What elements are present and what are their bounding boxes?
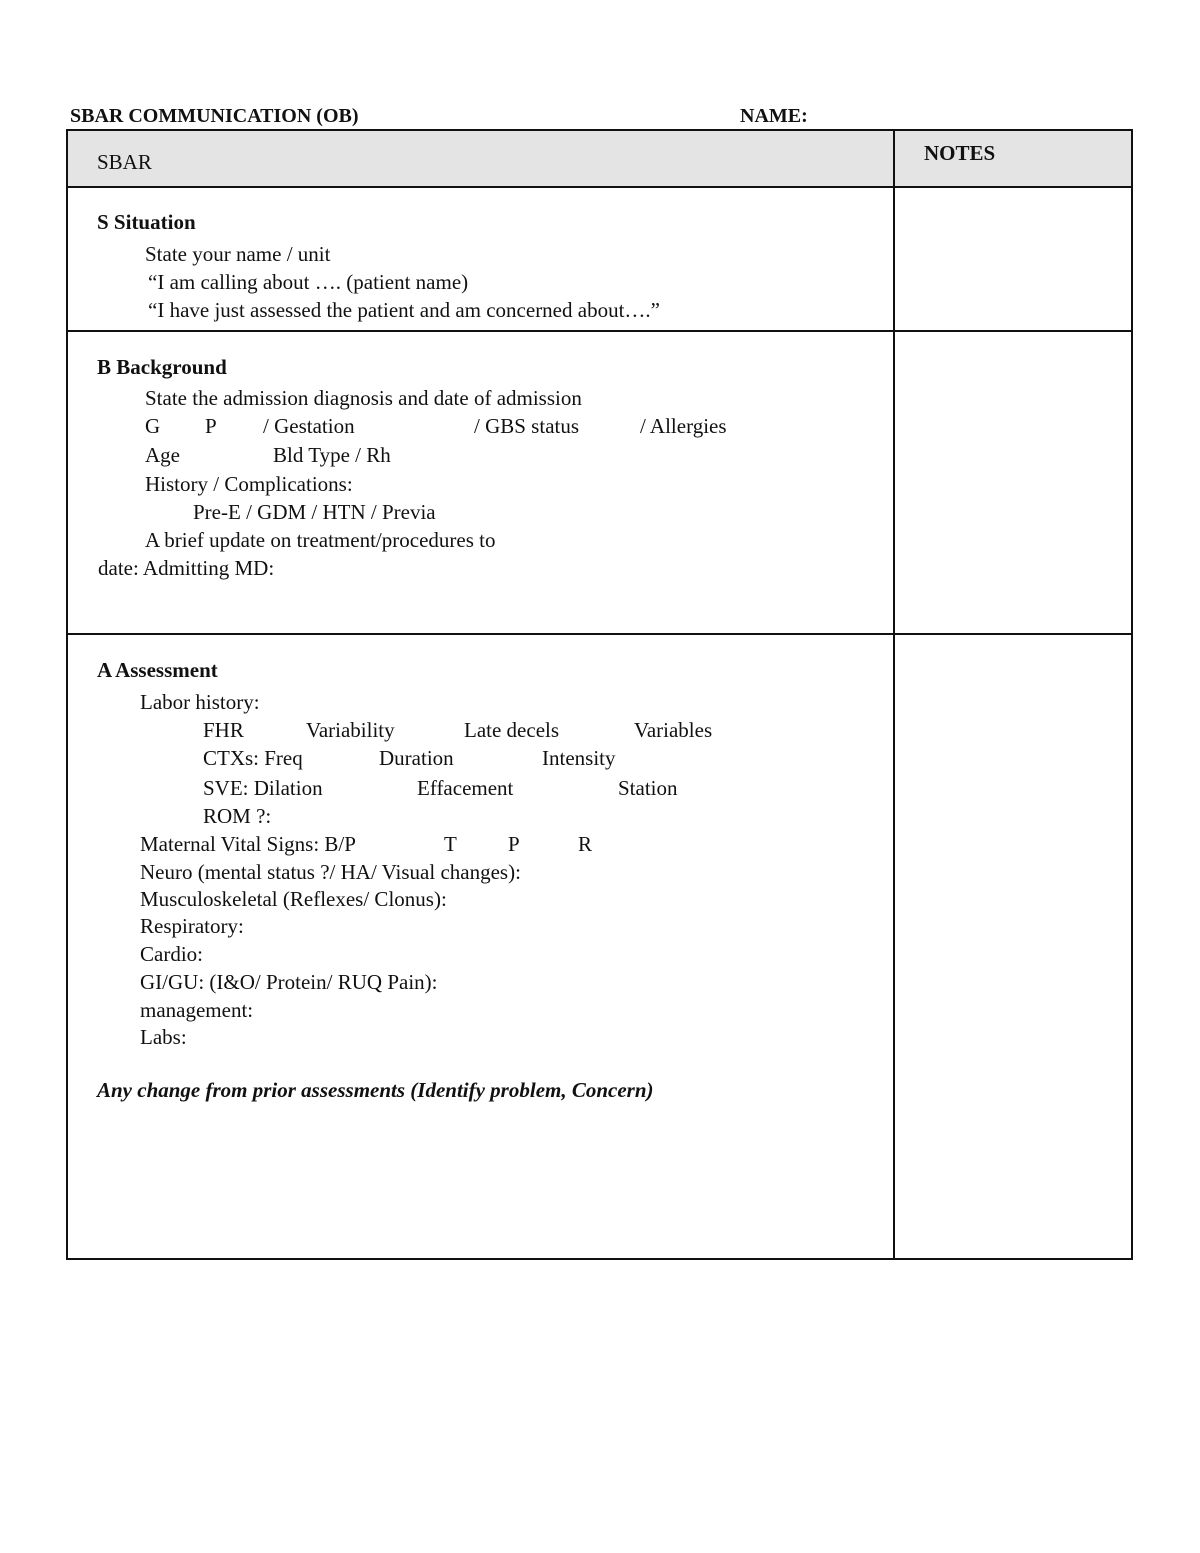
assessment-notes-cell[interactable]: [895, 635, 1131, 1258]
musculoskeletal-label: Musculoskeletal (Reflexes/ Clonus):: [140, 887, 447, 911]
background-heading: B Background: [97, 355, 227, 379]
p-label: P: [205, 414, 217, 438]
variability-label: Variability: [306, 718, 395, 742]
situation-line: “I am calling about …. (patient name): [148, 270, 469, 294]
sve-dilation-label: SVE: Dilation: [203, 776, 323, 800]
background-notes-cell[interactable]: [895, 332, 1131, 633]
duration-label: Duration: [379, 746, 454, 770]
situation-heading: S Situation: [97, 210, 196, 234]
history-label: History / Complications:: [145, 472, 353, 496]
admitting-md-label: date: Admitting MD:: [98, 556, 275, 580]
background-line: State the admission diagnosis and date of admission: [145, 386, 582, 410]
assessment-heading: A Assessment: [97, 658, 218, 682]
resp-rate-label: R: [578, 832, 593, 856]
temp-label: T: [444, 832, 457, 856]
update-label: A brief update on treatment/procedures to: [145, 528, 496, 552]
conditions-label: Pre-E / GDM / HTN / Previa: [193, 500, 436, 524]
labs-label: Labs:: [140, 1025, 187, 1049]
name-label: NAME:: [740, 105, 808, 127]
management-label: management:: [140, 998, 254, 1022]
situation-line: “I have just assessed the patient and am concerned about….”: [148, 298, 660, 322]
age-label: Age: [145, 443, 180, 467]
gbs-label: / GBS status: [474, 414, 580, 438]
labor-history-label: Labor history:: [140, 690, 260, 714]
situation-line: State your name / unit: [145, 242, 331, 266]
cardio-label: Cardio:: [140, 942, 203, 966]
ctx-freq-label: CTXs: Freq: [203, 746, 303, 770]
sbar-column-header: SBAR: [97, 150, 152, 174]
fhr-label: FHR: [203, 718, 244, 742]
notes-column-header: NOTES: [924, 141, 996, 165]
neuro-label: Neuro (mental status ?/ HA/ Visual changes):: [140, 860, 521, 884]
station-label: Station: [618, 776, 678, 800]
vitals-label: Maternal Vital Signs: B/P: [140, 832, 356, 856]
pulse-label: P: [508, 832, 520, 856]
respiratory-label: Respiratory:: [140, 914, 244, 938]
effacement-label: Effacement: [417, 776, 514, 800]
gestation-label: / Gestation: [263, 414, 355, 438]
g-label: G: [145, 414, 161, 438]
situation-notes-cell[interactable]: [895, 188, 1131, 330]
blood-type-label: Bld Type / Rh: [273, 443, 391, 467]
intensity-label: Intensity: [542, 746, 616, 770]
gi-gu-label: GI/GU: (I&O/ Protein/ RUQ Pain):: [140, 970, 438, 994]
rom-label: ROM ?:: [203, 804, 272, 828]
variables-label: Variables: [634, 718, 713, 742]
form-title: SBAR COMMUNICATION (OB): [70, 105, 359, 127]
late-decels-label: Late decels: [464, 718, 560, 742]
allergies-label: / Allergies: [640, 414, 727, 438]
change-prompt: Any change from prior assessments (Identify problem, Concern): [97, 1078, 654, 1102]
